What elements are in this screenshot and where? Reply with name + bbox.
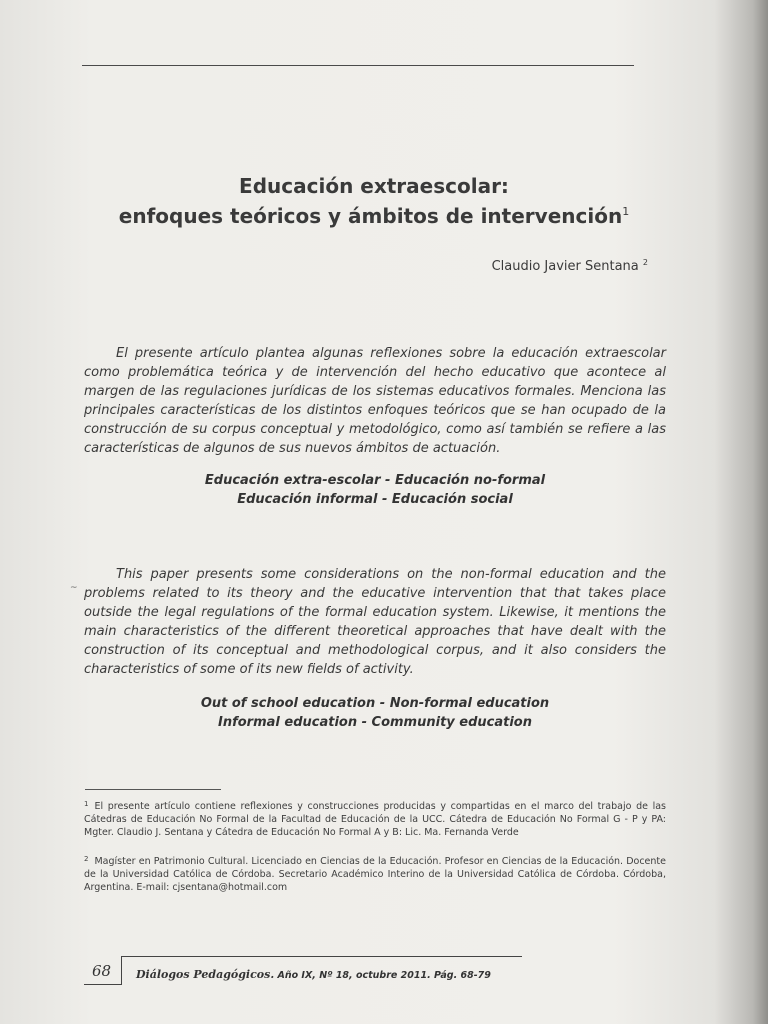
- author-footnote-mark: 2: [642, 258, 648, 267]
- footnote-1-text: El presente artículo contiene reflexiones y construcciones producidas y compartidas en el marco del trabajo de las Cátedras de Educación No Formal de la Facultad de Educación de la UCC. Cátedra de Educación No Formal G - P y PA: Mgter. Claudio J. Sentana y Cátedra de Educación No Formal A y B: Lic. Ma. Fernanda Verde: [84, 801, 666, 838]
- keywords-english-line2: Informal education - Community education: [217, 715, 532, 730]
- footnote-2-text: Magíster en Patrimonio Cultural. Licenciado en Ciencias de la Educación. Profesor en Ciencias de la Educación. Docente de la Universidad Católica de Córdoba. Secretario Académico Interino de la Universidad Católica de Córdoba. Córdoba, Argentina. E-mail: cjsentana@hotmail.com: [84, 856, 666, 893]
- header-rule: [82, 65, 634, 66]
- journal-citation: [136, 968, 491, 981]
- footnote-separator: [85, 789, 221, 790]
- keywords-spanish-line2: Educación informal - Educación social: [237, 492, 513, 507]
- article-title-line1: Educación extraescolar:: [239, 174, 509, 198]
- keywords-spanish: [84, 471, 666, 509]
- footnote-2: [84, 853, 666, 894]
- footnote-1: [84, 798, 666, 839]
- keywords-english: [84, 694, 666, 732]
- keywords-spanish-line1: Educación extra-escolar - Educación no-formal: [204, 473, 546, 488]
- abstract-english: This paper presents some considerations on the non-formal education and the problems related to its theory and the educative intervention that that takes place outside the legal regulations of the formal education system. Likewise, it mentions the main characteristics of the different theoretical approaches that have dealt with the construction of its conceptual and methodological corpus, and it also considers the characteristics of some of its new fields of activity.: [84, 567, 666, 677]
- margin-pen-mark: ~: [70, 583, 78, 593]
- issue-info: Año IX, Nº 18, octubre 2011. Pág. 68-79: [277, 970, 491, 981]
- footnote-2-mark: 2: [84, 855, 89, 863]
- footer-vertical-rule: [121, 956, 122, 984]
- page-number: 68: [92, 962, 112, 980]
- title-footnote-mark: 1: [622, 205, 630, 218]
- article-title-line2: enfoques teóricos y ámbitos de intervención$^1$: [118, 204, 630, 228]
- footer-page-rule: [84, 984, 122, 985]
- footer-rule: [122, 956, 522, 957]
- journal-name: Diálogos Pedagógicos.: [136, 968, 275, 981]
- footnote-1-mark: 1: [84, 800, 89, 808]
- abstract-spanish: El presente artículo plantea algunas reflexiones sobre la educación extraescolar como problemática teórica y de intervención del hecho educativo que acontece al margen de las regulaciones jurídicas de los sistemas educativos formales. Menciona las principales características de los distintos enfoques teóricos que se han ocupado de la construcción de su corpus conceptual y metodológico, como así también se refiere a las características de algunos de sus nuevos ámbitos de actuación.: [84, 346, 666, 456]
- keywords-english-line1: Out of school education - Non-formal education: [200, 696, 550, 711]
- author-name: Claudio Javier Sentana $^2$: [491, 258, 648, 274]
